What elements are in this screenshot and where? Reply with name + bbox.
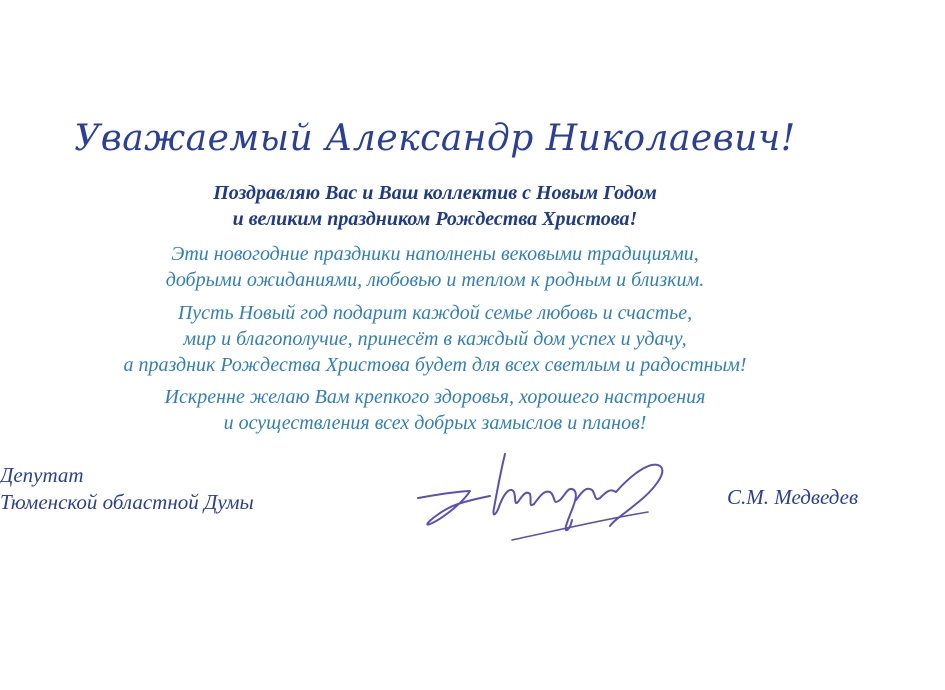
paragraph-traditions [0,241,870,293]
signer-position-line: Депутат [0,463,84,487]
paragraph-health [0,384,870,436]
headline-line: Поздравляю Вас и Ваш коллектив с Новым Годом [213,182,657,204]
paragraph-line: Эти новогодние праздники наполнены вековыми традициями, [171,243,699,265]
greeting-heading: Уважаемый Александр Николаевич! [74,118,796,159]
paragraph-line: Искренне желаю Вам крепкого здоровья, хорошего настроения [164,386,706,408]
handwritten-signature-icon [410,446,670,546]
signer-position-line: Тюменской областной Думы [0,490,254,514]
paragraph-line: мир и благополучие, принесёт в каждый дом успех и удачу, [183,328,687,350]
signer-position [0,462,254,516]
paragraph-line: Пусть Новый год подарит каждой семье любовь и счастье, [177,302,693,324]
congratulation-headline [0,180,870,232]
paragraph-line: и осуществления всех добрых замыслов и планов! [223,412,647,434]
paragraph-line: добрыми ожиданиями, любовью и теплом к родным и близким. [165,269,705,291]
signer-name: С.М. Медведев [727,485,859,509]
paragraph-line: а праздник Рождества Христова будет для всех светлым и радостным! [123,354,747,376]
paragraph-wishes [0,300,870,378]
headline-line: и великим праздником Рождества Христова! [232,208,638,230]
